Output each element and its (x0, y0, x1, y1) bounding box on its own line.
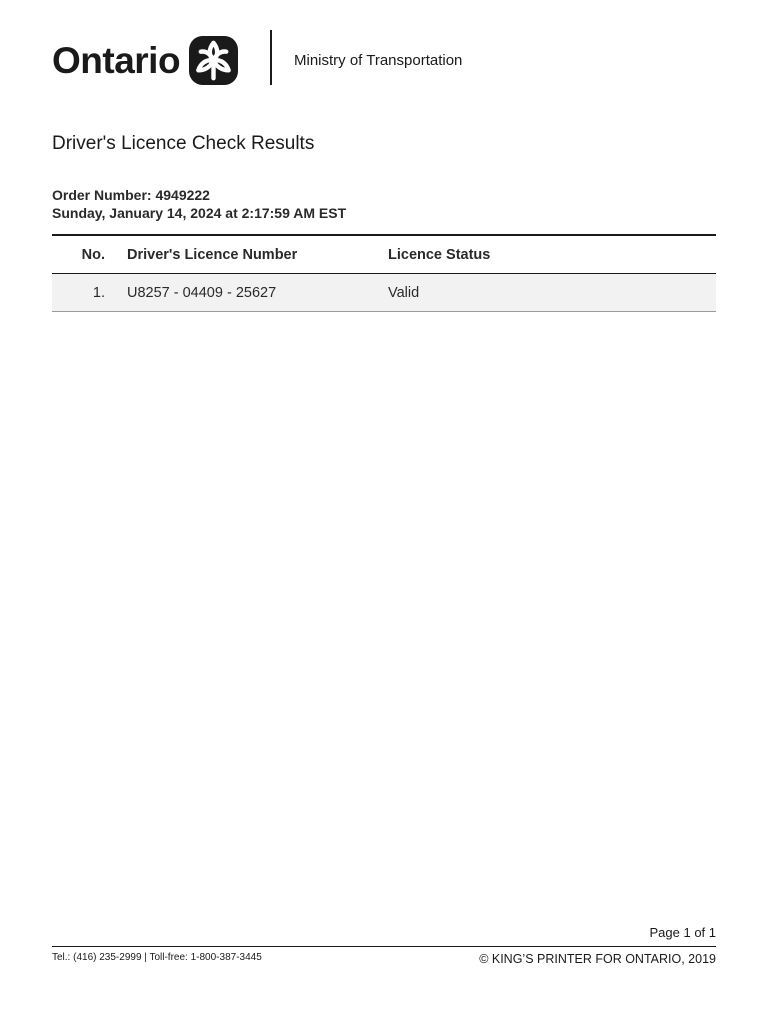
cell-licence-status: Valid (388, 284, 420, 301)
order-info (52, 186, 346, 222)
table-row (52, 274, 716, 312)
ontario-logo (52, 36, 238, 85)
order-number: Order Number: 4949222 (52, 187, 210, 203)
column-header-licence-status: Licence Status (388, 246, 491, 263)
header-divider (270, 30, 272, 85)
cell-no: 1. (92, 284, 105, 301)
logo-wordmark: Ontario (52, 39, 181, 81)
table-header-row (52, 234, 716, 274)
footer-divider (52, 946, 716, 947)
results-table (52, 234, 716, 312)
order-datetime: Sunday, January 14, 2024 at 2:17:59 AM EST (52, 205, 347, 221)
page-title: Driver's Licence Check Results (52, 133, 315, 154)
column-header-no: No. (81, 246, 105, 263)
copyright-notice: © KING’S PRINTER FOR ONTARIO, 2019 (479, 952, 716, 966)
cell-licence-number: U8257 - 04409 - 25627 (127, 284, 277, 301)
ontario-trillium-icon (189, 36, 238, 85)
ministry-name: Ministry of Transportation (294, 52, 463, 69)
page-number: Page 1 of 1 (649, 925, 716, 940)
contact-phone: Tel.: (416) 235-2999 | Toll-free: 1-800-387-3445 (52, 952, 262, 963)
column-header-licence-number: Driver's Licence Number (127, 246, 298, 263)
page-header (52, 30, 716, 86)
